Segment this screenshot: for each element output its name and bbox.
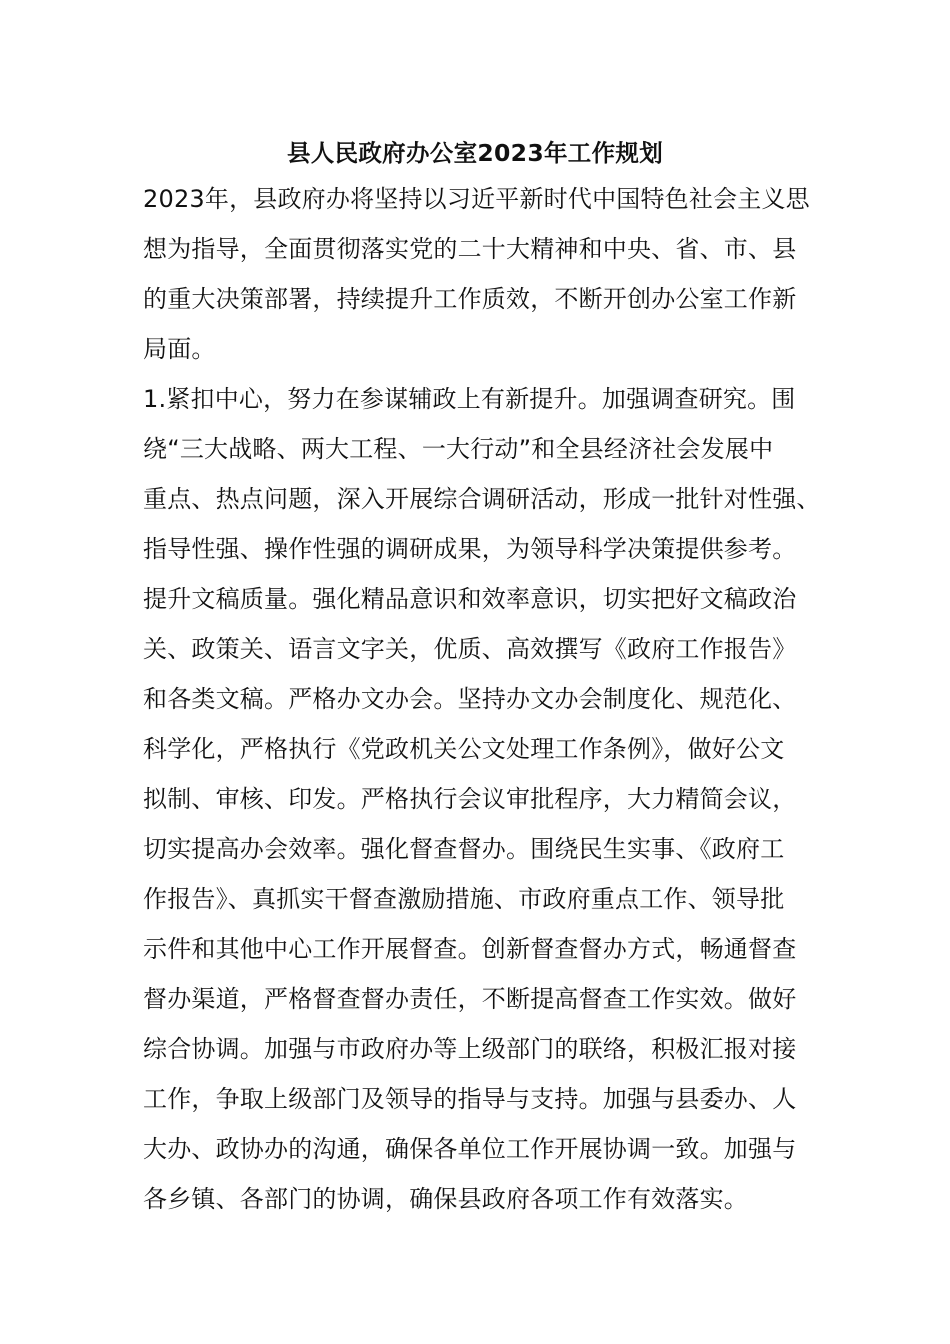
body-line-1: 2023年，县政府办将坚持以习近平新时代中国特色社会主义思 — [143, 185, 810, 213]
body-line-19: 工作，争取上级部门及领导的指导与支持。加强与县委办、人 — [143, 1085, 797, 1113]
body-line-7: 重点、热点问题，深入开展综合调研活动，形成一批针对性强、 — [143, 485, 821, 513]
body-line-3: 的重大决策部署，持续提升工作质效，不断开创办公室工作新 — [143, 285, 797, 313]
body-line-11: 和各类文稿。严格办文办会。坚持办文办会制度化、规范化、 — [143, 685, 797, 713]
body-line-17: 督办渠道，严格督查督办责任，不断提高督查工作实效。做好 — [143, 985, 797, 1013]
body-line-18: 综合协调。加强与市政府办等上级部门的联络，积极汇报对接 — [143, 1035, 797, 1063]
body-line-13: 拟制、审核、印发。严格执行会议审批程序，大力精简会议， — [143, 785, 797, 813]
body-line-12: 科学化，严格执行《党政机关公文处理工作条例》，做好公文 — [143, 735, 785, 763]
body-line-20: 大办、政协办的沟通，确保各单位工作开展协调一致。加强与 — [143, 1135, 797, 1163]
body-line-9: 提升文稿质量。强化精品意识和效率意识，切实把好文稿政治 — [143, 585, 797, 613]
body-line-5: 1.紧扣中心，努力在参谋辅政上有新提升。加强调查研究。围 — [143, 385, 796, 413]
body-line-4: 局面。 — [143, 335, 216, 363]
body-line-10: 关、政策关、语言文字关，优质、高效撰写《政府工作报告》 — [143, 635, 797, 663]
body-line-16: 示件和其他中心工作开展督查。创新督查督办方式，畅通督查 — [143, 935, 797, 963]
body-line-15: 作报告》、真抓实干督查激励措施、市政府重点工作、领导批 — [143, 885, 785, 913]
document-title: 县人民政府办公室2023年工作规划 — [286, 139, 663, 167]
body-line-6: 绕“三大战略、两大工程、一大行动”和全县经济社会发展中 — [143, 435, 774, 463]
body-line-14: 切实提高办会效率。强化督查督办。围绕民生实事、《政府工 — [143, 835, 785, 863]
body-line-21: 各乡镇、各部门的协调，确保县政府各项工作有效落实。 — [143, 1185, 748, 1213]
body-line-2: 想为指导，全面贯彻落实党的二十大精神和中央、省、市、县 — [143, 235, 797, 263]
body-line-8: 指导性强、操作性强的调研成果，为领导科学决策提供参考。 — [143, 535, 797, 563]
